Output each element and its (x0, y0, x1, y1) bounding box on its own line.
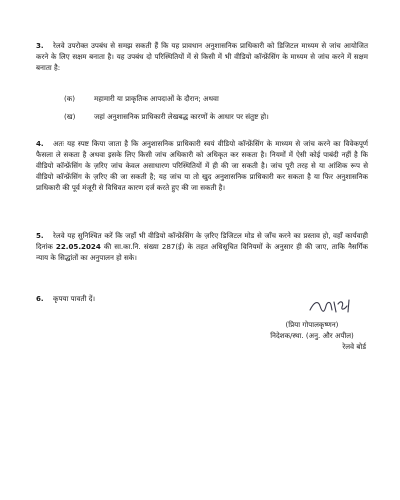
signatory-name: (प्रिया गोपालकृष्णन) (285, 320, 339, 329)
paragraph-5-text-before: रेलवे यह सुनिश्चित करें कि जहाँ भी वीडियो कॉन्फ्रेंसिंग के ज़रिए डिजिटल मोड से जाँच करने का प्रस्ताव हो, वहाँ कार्यवाही दिनांक (36, 231, 368, 251)
paragraph-3-number: 3. (36, 41, 44, 50)
paragraph-4-number: 4. (36, 139, 44, 148)
list-item-ka-text: महामारी या प्राकृतिक आपदाओं के दौरान; अथवा (94, 94, 219, 103)
paragraph-6-number: 6. (36, 294, 44, 303)
gsr-number: 287(ई) (161, 241, 185, 251)
paragraph-5-number: 5. (36, 231, 44, 240)
paragraph-4 (36, 139, 368, 194)
list-item-kha-text: जहां अनुशासनिक प्राधिकारी लेखबद्ध कारणों के आधार पर संतुष्ट हो। (94, 112, 269, 121)
handwritten-signature (308, 296, 352, 318)
signatory-organization: रेलवे बोर्ड (342, 341, 366, 351)
paragraph-5-text-mid: की सा.का.नि. संख्या (100, 241, 162, 251)
list-item-kha (64, 112, 364, 123)
order-date: 22.05.2024 (55, 241, 101, 251)
list-item-kha-label: (ख) (64, 112, 76, 121)
signature-block (252, 320, 372, 353)
signatory-designation: निदेशक/स्था. (अनु. और अपील) (270, 330, 354, 340)
paragraph-4-text: अतः यह स्पष्ट किया जाता है कि अनुशासनिक प्राधिकारी स्वयं वीडियो कॉन्फ्रेंसिंग के माध्यम से जांच करने का विवेकपूर्ण फैसला ले सकता है अथवा इसके लिए किसी जांच अधिकारी को अधिकृत कर सकता है। नियमों में ऐसी कोई पाबंदी नहीं है कि वीडियो कॉन्फ्रेंसिंग के ज़रिए जांच केवल असाधारण परिस्थितियों में ही की जा सकती है। जांच पूरी तरह से या आंशिक रूप से वीडियो कॉन्फ्रेंसिंग के ज़रिए की जा सकती है; यह जांच या तो खुद अनुशासनिक प्राधिकारी कर सकता है या फिर अनुशासनिक प्राधिकारी की पूर्व मंजूरी से विधिवत कारण दर्ज करते हुए की जा सकती है। (36, 139, 368, 192)
list-item-ka (64, 94, 364, 105)
paragraph-5 (36, 231, 368, 264)
paragraph-3-text: रेलवे उपरोक्त उपबंध से समझ सकती हैं कि यह प्रावधान अनुशासनिक प्राधिकारी को डिजिटल माध्यम से जांच आयोजित करने के लिए सक्षम बनाता है। यह उपबंध दो परिस्थितियों में से किसी में भी वीडियो कॉन्फ्रेंसिंग के माध्यम से जांच करने में सक्षम बनाता है: (36, 41, 368, 72)
paragraph-6-text: कृपया पावती दें। (53, 294, 96, 303)
list-item-ka-label: (क) (64, 94, 75, 103)
paragraph-3 (36, 41, 368, 74)
paragraph-5-text-after: के तहत अधिसूचित विनियमों के अनुसार ही की जाए, ताकि नैसर्गिक न्याय के सिद्धांतों का अनुपालन हो सके। (36, 241, 368, 262)
